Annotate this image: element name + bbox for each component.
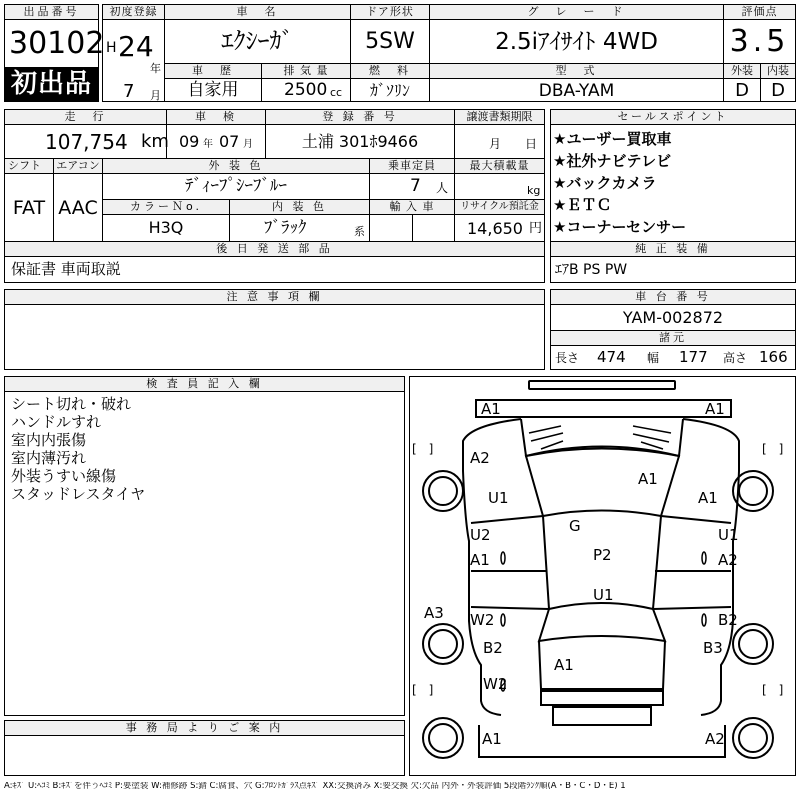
plate-box [265, 109, 455, 159]
inspector-line-3: 室内内張傷 [11, 431, 87, 449]
exterior-grade-label: 外装 [723, 63, 761, 79]
import-label: 輸 入 車 [369, 199, 455, 215]
color-label: 外 装 色 [102, 158, 370, 174]
sales-point-5: ★コーナーセンサー [553, 218, 687, 236]
displacement: 2500 [284, 80, 328, 100]
inspector-line-5: 外装うすい線傷 [11, 467, 117, 485]
damage-mark: A1 [705, 400, 725, 418]
mileage-unit: km [141, 131, 169, 152]
interior-color-label: 内 装 色 [229, 199, 370, 215]
inspection-month-unit: 月 [243, 139, 253, 150]
load-box [454, 158, 545, 200]
sales-point-4: ★ＥＴＣ [553, 196, 612, 214]
displacement-unit: cc [330, 86, 343, 99]
history-box [164, 63, 262, 102]
damage-mark: W2 [483, 675, 508, 693]
damage-mark: U1 [488, 489, 509, 507]
damage-mark: A2 [470, 449, 490, 467]
lot-number: 30102 [9, 26, 105, 61]
damage-mark: W2 [470, 611, 495, 629]
height-label: 高さ [723, 351, 748, 365]
length: 474 [597, 348, 626, 366]
plate-label: 登 録 番 号 [265, 109, 455, 125]
reg-year: 24 [118, 30, 154, 63]
first-reg-label: 初度登録 [102, 4, 165, 20]
inspector-box [4, 376, 405, 716]
bracket-left-top: [ ] [412, 442, 434, 456]
inspector-label: 検 査 員 記 入 欄 [4, 376, 405, 392]
damage-mark: A2 [718, 551, 738, 569]
reg-month: 7 [123, 81, 135, 102]
inspection-month: 07 [219, 132, 240, 151]
transfer-label: 譲渡書類期限 [454, 109, 545, 125]
score: 3.5 [729, 24, 790, 59]
transfer-day-unit: 日 [525, 137, 538, 151]
exterior-color: ﾃﾞｨｰﾌﾟｼｰﾌﾞﾙｰ [185, 176, 287, 196]
first-reg-box [102, 4, 165, 102]
displacement-label: 排 気 量 [261, 63, 351, 79]
displacement-box [261, 63, 351, 102]
color-box [102, 158, 370, 200]
dims-label: 諸元 [550, 330, 796, 346]
office-label: 事 務 局 よ り ご 案 内 [4, 720, 405, 736]
era: H [106, 40, 117, 56]
shift-label: シフト [4, 158, 54, 174]
damage-mark: A1 [470, 551, 490, 569]
capacity-box [369, 158, 455, 200]
transfer-month-unit: 月 [489, 137, 502, 151]
interior-grade-label: 内装 [760, 63, 796, 79]
bracket-right-bottom: [ ] [762, 683, 784, 697]
inspector-line-1: シート切れ・破れ [11, 395, 132, 413]
recycle-label: リサイクル預託金 [454, 199, 545, 215]
length-label: 長さ [555, 351, 580, 365]
fuel-label: 燃 料 [350, 63, 430, 79]
damage-mark: A1 [481, 400, 501, 418]
sales-point-3: ★バックカメラ [553, 174, 657, 192]
recycle-fee-unit: 円 [529, 221, 543, 236]
damage-mark: B3 [703, 639, 723, 657]
inspector-line-4: 室内薄汚れ [11, 449, 87, 467]
equipment: ｴｱB PS PW [555, 262, 628, 278]
first-listing-badge: 初出品 [4, 67, 99, 102]
chassis-label: 車 台 番 号 [550, 289, 796, 305]
width-label: 幅 [647, 351, 660, 365]
door-label: ドア形状 [350, 4, 430, 20]
load-label: 最大積載量 [454, 158, 545, 174]
later-parts-label: 後 日 発 送 部 品 [4, 241, 545, 257]
capacity-label: 乗車定員 [369, 158, 455, 174]
inspection-year: 09 [179, 132, 200, 151]
mileage-box [4, 109, 167, 159]
car-name-label: 車 名 [164, 4, 351, 20]
exterior-grade-box [723, 63, 761, 102]
interior-grade: D [771, 80, 785, 101]
grade-label: グ レ ー ド [429, 4, 724, 20]
score-label: 評価点 [723, 4, 796, 20]
color-no-box [102, 199, 230, 242]
door-box [350, 4, 430, 64]
damage-mark: A3 [424, 604, 444, 622]
capacity: 7 [410, 176, 421, 196]
ac-label: エアコン [53, 158, 103, 174]
mileage: 107,754 [45, 130, 128, 154]
model: DBA-YAM [538, 81, 615, 101]
inspection-box [166, 109, 266, 159]
interior-color-unit: 系 [354, 225, 365, 238]
shift: FAT [12, 197, 46, 219]
car-name-box [164, 4, 351, 64]
chassis-number: YAM-002872 [622, 308, 724, 327]
chassis-box [550, 289, 796, 370]
history: 自家用 [187, 80, 239, 100]
model-label: 型 式 [429, 63, 724, 79]
history-label: 車 歴 [164, 63, 262, 79]
damage-mark: A1 [698, 489, 718, 507]
equipment-box [550, 241, 796, 283]
score-box [723, 4, 796, 64]
equipment-label: 純 正 装 備 [550, 241, 796, 257]
capacity-unit: 人 [436, 181, 449, 195]
sales-points-label: セールスポイント [550, 109, 796, 125]
model-box [429, 63, 724, 102]
damage-mark: U1 [593, 586, 614, 604]
legend: A:ｷｽﾞ U:ﾍｺﾐ B:ｷｽﾞを伴うﾍｺﾐ P:要塗装 W:補修跡 S:錆 C:腐食、穴 G:ﾌﾛﾝﾄｶﾞﾗｽ点ｷｽﾞ XX:交換済み X:要交換 欠:欠品 内外・外装評価 5段階ﾗﾝｸ順(A・B・C・D・E) 1 [4, 782, 626, 791]
fuel-box [350, 63, 430, 102]
exterior-grade: D [735, 80, 749, 101]
inspector-line-6: スタッドレスタイヤ [11, 485, 146, 503]
color-no: H3Q [148, 218, 184, 237]
sales-point-1: ★ユーザー買取車 [553, 130, 672, 148]
lot-box [4, 4, 105, 102]
damage-mark: A1 [482, 730, 502, 748]
inspection-label: 車 検 [166, 109, 266, 125]
car-name: ｴｸｼｰｶﾞ [221, 27, 294, 55]
bracket-right-top: [ ] [762, 442, 784, 456]
office-box [4, 720, 405, 776]
interior-color-box [229, 199, 370, 242]
damage-mark: B2 [718, 611, 738, 629]
sales-points-box [550, 109, 796, 242]
bracket-left-bottom: [ ] [412, 683, 434, 697]
door-type: 5SW [365, 29, 415, 54]
later-parts: 保証書 車両取説 [11, 260, 121, 278]
fuel: ｶﾞｿﾘﾝ [369, 81, 410, 100]
reg-year-unit: 年 [150, 62, 161, 75]
car-outline [410, 377, 795, 775]
damage-mark: A1 [554, 656, 574, 674]
damage-mark: U2 [470, 526, 491, 544]
inspection-year-unit: 年 [203, 139, 213, 150]
later-parts-box [4, 241, 545, 283]
import-divider [412, 215, 413, 241]
transfer-box [454, 109, 545, 159]
height: 166 [759, 348, 788, 366]
notes-label: 注 意 事 項 欄 [4, 289, 545, 305]
damage-mark: U1 [718, 526, 739, 544]
damage-mark: A1 [638, 470, 658, 488]
damage-mark: G [569, 517, 581, 535]
interior-color: ﾌﾞﾗｯｸ [264, 218, 307, 238]
import-box [369, 199, 455, 242]
shift-box [4, 158, 54, 242]
damage-mark: P2 [593, 546, 612, 564]
load-unit: kg [527, 184, 541, 197]
plate: 土浦 301ﾎ9466 [301, 132, 419, 151]
damage-diagram [409, 376, 796, 776]
mileage-label: 走 行 [4, 109, 167, 125]
lot-label: 出品番号 [4, 4, 99, 20]
interior-grade-box [760, 63, 796, 102]
recycle-fee: 14,650 [467, 219, 523, 238]
width: 177 [679, 348, 708, 366]
damage-mark: B2 [483, 639, 503, 657]
damage-mark: A2 [705, 730, 725, 748]
sales-point-2: ★社外ナビテレビ [553, 152, 672, 170]
color-no-label: カラーＮo. [102, 199, 230, 215]
grade: 2.5iｱｲｻｲﾄ 4WD [495, 29, 658, 55]
recycle-box [454, 199, 545, 242]
grade-box [429, 4, 724, 64]
ac: AAC [58, 197, 98, 219]
inspector-line-2: ハンドルすれ [11, 413, 102, 431]
ac-box [53, 158, 103, 242]
reg-month-unit: 月 [150, 89, 161, 102]
notes-box [4, 289, 545, 370]
